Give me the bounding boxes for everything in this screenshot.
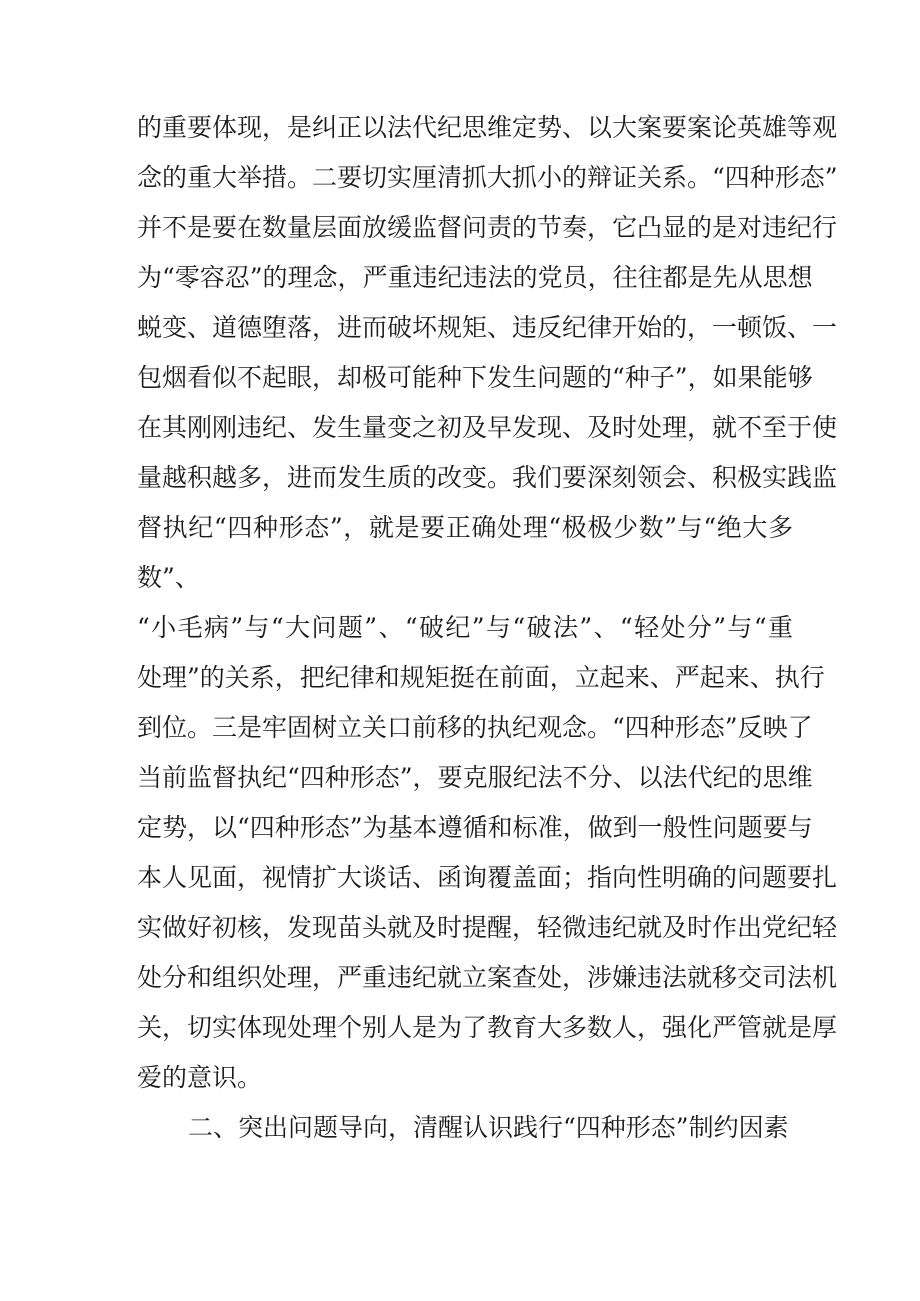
body-line: 数”、 <box>137 563 200 592</box>
body-line: 到位。三是牢固树立关口前移的执纪观念。“四种形态”反映了 <box>137 713 813 742</box>
body-line: 爱的意识。 <box>137 1063 263 1092</box>
body-line: 关，切实体现处理个别人是为了教育大多数人，强化严管就是厚 <box>137 1013 838 1042</box>
body-line: “小毛病”与“大问题”、“破纪”与“破法”、“轻处分”与“重 <box>137 613 793 642</box>
body-line: 定势，以“四种形态”为基本遵循和标准，做到一般性问题要与 <box>137 813 813 842</box>
body-line: 当前监督执纪“四种形态”，要克服纪法不分、以法代纪的思维 <box>137 763 813 792</box>
body-line: 为“零容忍”的理念，严重违纪违法的党员，往往都是先从思想 <box>137 263 813 292</box>
body-line: 蜕变、道德堕落，进而破坏规矩、违反纪律开始的，一顿饭、一 <box>137 313 838 342</box>
body-line: 念的重大举措。二要切实厘清抓大抓小的辩证关系。“四种形态” <box>137 163 838 192</box>
body-line: 本人见面，视情扩大谈话、函询覆盖面；指向性明确的问题要扎 <box>137 863 838 892</box>
section-heading: 二、突出问题导向，清醒认识践行“四种形态”制约因素 <box>188 1113 789 1142</box>
body-line: 量越积越多，进而发生质的改变。我们要深刻领会、积极实践监 <box>137 463 838 492</box>
body-line: 在其刚刚违纪、发生量变之初及早发现、及时处理，就不至于使 <box>137 413 838 442</box>
body-line: 督执纪“四种形态”，就是要正确处理“极极少数”与“绝大多 <box>137 513 793 542</box>
body-line: 处分和组织处理，严重违纪就立案查处，涉嫌违法就移交司法机 <box>137 963 838 992</box>
body-line: 的重要体现，是纠正以法代纪思维定势、以大案要案论英雄等观 <box>137 113 838 142</box>
body-line: 包烟看似不起眼，却极可能种下发生问题的“种子”，如果能够 <box>137 363 813 392</box>
body-line: 并不是要在数量层面放缓监督问责的节奏，它凸显的是对违纪行 <box>137 213 838 242</box>
body-line: 实做好初核，发现苗头就及时提醒，轻微违纪就及时作出党纪轻 <box>137 913 838 942</box>
body-line: 处理”的关系，把纪律和规矩挺在前面，立起来、严起来、执行 <box>137 663 825 692</box>
